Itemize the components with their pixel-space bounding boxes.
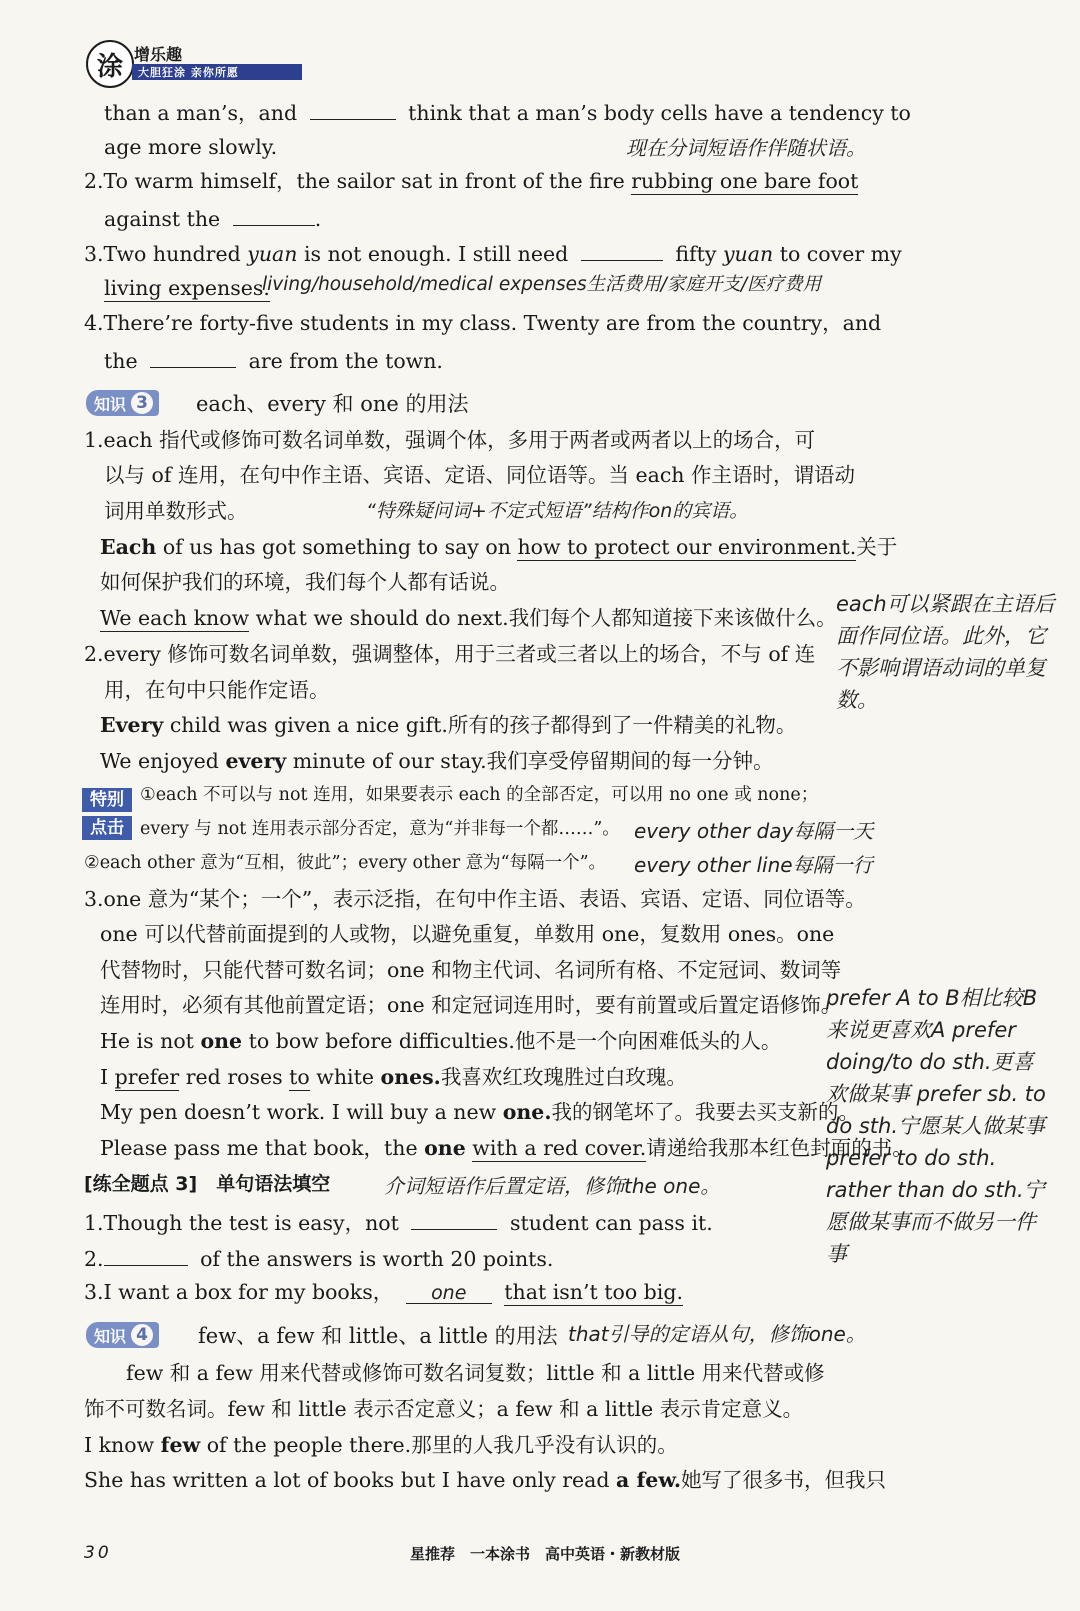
text: Please pass me that book，the (100, 1136, 418, 1160)
question-line (84, 1211, 713, 1234)
example-line (100, 1138, 913, 1159)
handwritten-side-note: prefer A to B相比较B来说更喜欢A prefer doing/to do sth.更喜欢做某事 prefer sb. to do sth.宁愿某人做某事 prefer to do sth. rather than do sth.宁愿做某事而不做另一件事 (826, 986, 1046, 1266)
badge-label: 点击 (82, 816, 132, 840)
text: 我的钢笔坏了。我要去买支新的。 (551, 1100, 859, 1124)
example-line (100, 1102, 859, 1123)
text: the (104, 349, 138, 373)
text-line (84, 242, 902, 265)
text: 我们每个人都知道接下来该做什么。 (508, 606, 837, 630)
answer-blank (411, 1211, 497, 1230)
text: I (100, 1065, 109, 1089)
text-line: age more slowly. (104, 135, 278, 159)
question-line (84, 1282, 683, 1304)
example-line (100, 537, 897, 558)
text: She has written a lot of books but I have only read (84, 1468, 610, 1492)
text: My pen doesn’t work. I will buy a new (100, 1100, 497, 1124)
underlined-text: how to protect our environment. (517, 535, 857, 559)
badge-label: 知识 (94, 1326, 127, 1346)
answer-blank (150, 349, 236, 368)
example-line (100, 608, 837, 629)
text: think that a man’s body cells have a tendency to (408, 101, 911, 125)
text: 我喜欢红玫瑰胜过白玫瑰。 (440, 1065, 687, 1089)
text: to bow before difficulties. (248, 1029, 515, 1053)
text: Each (100, 535, 157, 559)
text: child was given a nice gift. (169, 713, 448, 737)
underlined-text: that isn’t too big. (504, 1280, 684, 1304)
text-line (84, 171, 858, 192)
badge-number: 3 (129, 390, 155, 416)
text-line: 饰不可数名词。few 和 little 表示否定意义；a few 和 a little 表示肯定意义。 (84, 1397, 804, 1421)
answer-blank (581, 242, 663, 261)
text-line: 词用单数形式。 (104, 499, 248, 523)
handwritten-note: every other line每隔一行 (634, 853, 873, 877)
logo-badge-icon: 涂 (86, 40, 134, 88)
text: one (200, 1029, 243, 1053)
handwritten-answer: one (431, 1282, 467, 1304)
example-line (84, 1435, 678, 1456)
text-line: 4.There’re forty-five students in my class. Twenty are from the country，and (84, 311, 882, 335)
text-line: 1.each 指代或修饰可数名词单数，强调个体，多用于两者或两者以上的场合，可 (84, 428, 816, 452)
text: yuan (722, 242, 774, 266)
text: I know (84, 1433, 155, 1457)
text-line (104, 207, 321, 230)
text: white (316, 1065, 374, 1089)
text: red roses (185, 1065, 283, 1089)
underlined-text: We each know (100, 606, 250, 630)
text: 2. (84, 1247, 104, 1271)
text: one (424, 1136, 466, 1160)
text: yuan (247, 242, 298, 266)
text: 请递给我那本红色封面的书。 (646, 1136, 913, 1160)
question-line (84, 1247, 553, 1270)
handwritten-note: every other day每隔一天 (634, 819, 874, 843)
page-number: 30 (84, 1543, 112, 1563)
logo-slogan: 大胆狂涂 亲你所愿 (132, 64, 302, 80)
text-line (104, 101, 911, 124)
text: against the (104, 207, 221, 231)
text: 他不是一个向困难低头的人。 (514, 1029, 782, 1053)
example-line (100, 1067, 687, 1088)
logo-title: 增乐趣 (134, 45, 183, 64)
answer-blank (406, 1282, 492, 1304)
answer-blank (233, 207, 315, 226)
handwritten-note: that引导的定语从句，修饰one。 (568, 1322, 866, 1346)
text: one. (502, 1100, 552, 1124)
answer-blank (104, 1247, 188, 1266)
text: 那里的人我几乎没有认识的。 (411, 1433, 678, 1457)
text-line: 连用时，必须有其他前置定语；one 和定冠词连用时，要有前置或后置定语修饰。 (100, 993, 842, 1017)
text: every (225, 749, 287, 773)
brand-logo (86, 40, 306, 88)
text: of us has got something to say on (162, 535, 511, 559)
text: what we should do next. (255, 606, 509, 630)
text-line: 代替物时，只能代替可数名词；one 和物主代词、名词所有格、不定冠词、数词等 (100, 958, 842, 982)
text: We enjoyed (100, 749, 219, 773)
underlined-text: with a red cover. (472, 1136, 647, 1160)
text-line: 3.one 意为“某个；一个”，表示泛指，在句中作主语、表语、宾语、定语、同位语等。 (84, 887, 866, 911)
handwritten-note: 现在分词短语作伴随状语。 (626, 136, 866, 160)
text: than a man’s，and (104, 101, 298, 125)
underlined-text: living expenses. (104, 276, 270, 300)
handwritten-side-note: each可以紧跟在主语后面作同位语。此外，它不影响谓语动词的单复数。 (836, 592, 1055, 712)
text: is not enough. I still need (303, 242, 569, 266)
handwritten-note: “特殊疑问词+不定式短语”结构作on的宾语。 (366, 500, 749, 522)
text-line: 2.every 修饰可数名词单数，强调整体，用于三者或三者以上的场合，不与 of 连 (84, 642, 816, 666)
text: are from the town. (248, 349, 443, 373)
knowledge-badge (86, 1322, 159, 1348)
text-line (104, 278, 270, 299)
text: minute of our stay. (292, 749, 487, 773)
text: to cover my (779, 242, 902, 266)
text-line: 用，在句中只能作定语。 (104, 678, 330, 702)
badge-number: 4 (129, 1322, 155, 1348)
text: 1.Though the test is easy，not (84, 1211, 399, 1235)
underlined-text: to (289, 1065, 310, 1089)
note-line: every 与 not 连用表示部分否定，意为“并非每一个都……”。 (140, 819, 620, 839)
section-title: each、every 和 one 的用法 (196, 392, 469, 416)
book-title: 星推荐 一本涂书 高中英语・新教材版 (410, 1545, 681, 1563)
handwritten-note: 介词短语作后置定语，修饰the one。 (384, 1174, 721, 1198)
text: 所有的孩子都得到了一件精美的礼物。 (447, 713, 797, 737)
underlined-text: prefer (114, 1065, 180, 1089)
text: of the answers is worth 20 points. (200, 1247, 554, 1271)
text: He is not (100, 1029, 194, 1053)
text: 关于 (856, 535, 898, 559)
text: 2.To warm himself，the sailor sat in front of the fire (84, 169, 625, 193)
practice-title: [练全题点 3] 单句语法填空 (84, 1173, 331, 1195)
section-title: few、a few 和 little、a little 的用法 (198, 1324, 558, 1348)
special-note-badge (82, 788, 134, 844)
note-line: ①each 不可以与 not 连用，如果要表示 each 的全部否定，可以用 no one 或 none； (140, 785, 819, 805)
text: ones. (380, 1065, 441, 1089)
example-line (100, 751, 774, 772)
text: . (314, 207, 322, 231)
text-line: few 和 a few 用来代替或修饰可数名词复数；little 和 a little 用来代替或修 (126, 1361, 825, 1385)
text-line: one 可以代替前面提到的人或物，以避免重复，单数用 one，复数用 ones。one (100, 922, 835, 946)
text: of the people there. (206, 1433, 412, 1457)
knowledge-badge (86, 390, 159, 416)
text: Every (100, 713, 164, 737)
text: student can pass it. (509, 1211, 713, 1235)
text-line (104, 349, 443, 372)
example-line (100, 715, 796, 736)
text: 我们享受停留期间的每一分钟。 (486, 749, 774, 773)
text: 3.I want a box for my books， (84, 1280, 394, 1304)
text: few (160, 1433, 201, 1457)
text: fifty (675, 242, 717, 266)
text-line: 以与 of 连用，在句中作主语、宾语、定语、同位语等。当 each 作主语时，谓语动 (104, 463, 856, 487)
badge-label: 知识 (94, 394, 127, 414)
underlined-text: rubbing one bare foot (631, 169, 859, 193)
badge-label: 特别 (82, 788, 132, 812)
text: a few. (616, 1468, 682, 1492)
example-line (84, 1470, 886, 1491)
note-line: ②each other 意为“互相，彼此”；every other 意为“每隔一个”。 (84, 853, 607, 873)
text-line: 如何保护我们的环境，我们每个人都有话说。 (100, 570, 510, 594)
example-line (100, 1031, 781, 1052)
answer-blank (310, 101, 396, 120)
text: 3.Two hundred (84, 242, 241, 266)
handwritten-note: living/household/medical expenses生活费用/家庭开支/医疗费用 (262, 274, 822, 295)
text: 她写了很多书，但我只 (681, 1468, 887, 1492)
